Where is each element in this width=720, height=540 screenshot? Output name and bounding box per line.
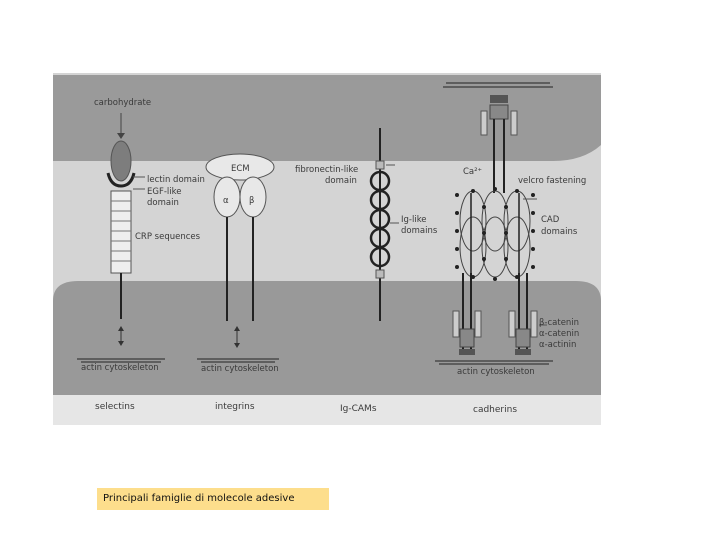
family-cadherins: cadherins: [473, 405, 518, 415]
top-membrane: [53, 75, 601, 161]
crp-sequences-label: CRP sequences: [135, 232, 201, 242]
ig-like-label-2: domains: [401, 226, 438, 236]
calcium-label: Ca²⁺: [463, 167, 483, 177]
egf-domain-label: domain: [147, 198, 179, 208]
figure-caption: Principali famiglie di molecole adesive: [97, 488, 329, 510]
fibronectin-label-1: fibronectin-like: [295, 165, 359, 175]
ig-like-label-1: Ig-like: [401, 215, 427, 225]
lectin-domain-shape: [111, 141, 131, 181]
fibronectin-label-2: domain: [325, 176, 357, 186]
actin-label-integrin: actin cytoskeleton: [201, 364, 279, 374]
alpha-catenin-label: α-catenin: [539, 329, 580, 339]
figure-svg: [53, 73, 601, 425]
adhesion-molecules-figure: [53, 73, 601, 425]
beta-catenin-label: β-catenin: [539, 318, 580, 328]
bottom-band: [53, 395, 601, 425]
family-selectins: selectins: [95, 402, 135, 412]
ecm-label: ECM: [231, 164, 250, 174]
cad-label-1: CAD: [541, 215, 560, 225]
family-integrins: integrins: [215, 402, 255, 412]
velcro-label: velcro fastening: [518, 176, 587, 186]
actin-label-selectin: actin cytoskeleton: [81, 363, 159, 373]
lectin-domain-label: lectin domain: [147, 175, 205, 185]
family-igcams: Ig-CAMs: [340, 404, 377, 414]
egf-like-label: EGF-like: [147, 187, 182, 197]
beta-label: β: [249, 196, 255, 206]
cad-label-2: domains: [541, 227, 578, 237]
actin-label-cadherin: actin cytoskeleton: [457, 367, 535, 377]
fibronectin-shape: [376, 161, 384, 169]
carbohydrate-label: carbohydrate: [94, 98, 152, 108]
alpha-label: α: [223, 196, 229, 206]
alpha-actinin-label: α-actinin: [539, 340, 577, 350]
